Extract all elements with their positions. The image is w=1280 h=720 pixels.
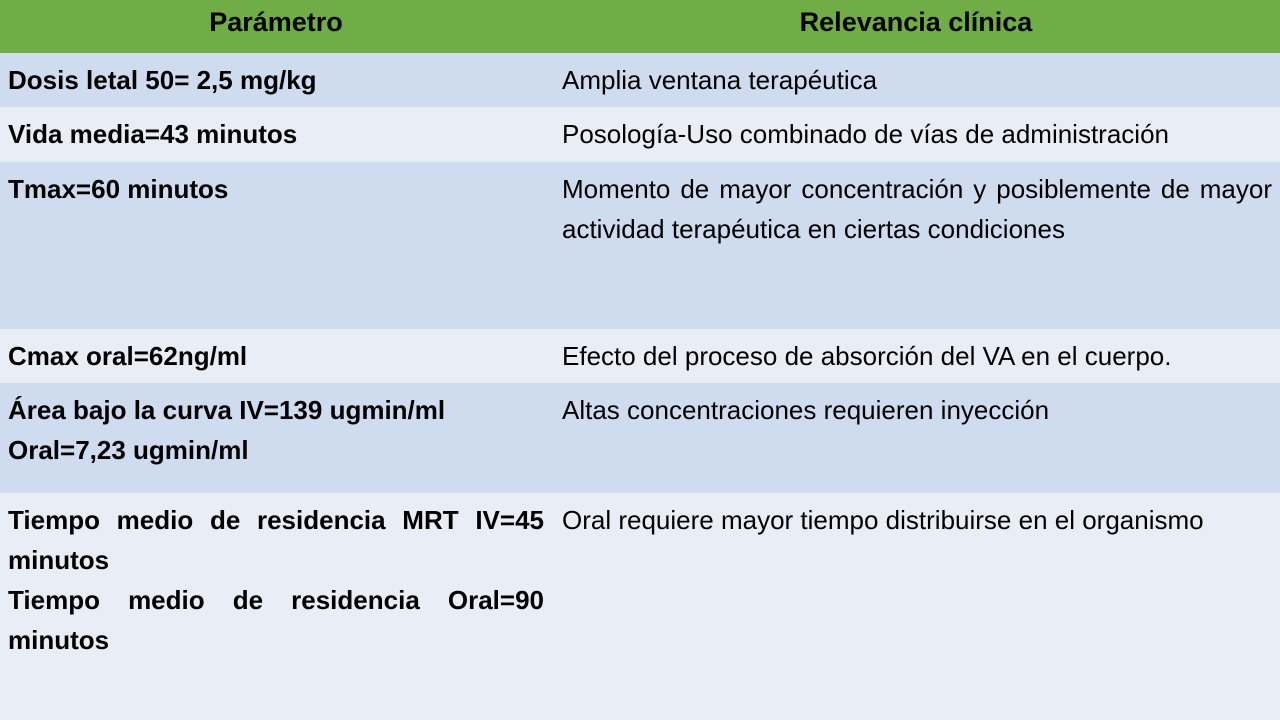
relevance-cell: Altas concentraciones requieren inyección	[562, 395, 1050, 425]
param-cell	[0, 53, 552, 107]
param-text: Tiempo medio de residencia Oral=90 minutos	[8, 585, 544, 655]
header-parametro: Parámetro	[209, 7, 343, 37]
table-row	[0, 329, 1280, 383]
table-header-row	[0, 0, 1280, 53]
param-text: Cmax oral=62ng/ml	[8, 341, 248, 371]
param-text: Tiempo medio de residencia MRT IV=45 minutos	[8, 505, 544, 575]
param-text: Tmax=60 minutos	[8, 174, 229, 204]
relevance-cell: Amplia ventana terapéutica	[562, 65, 878, 95]
param-cell	[0, 329, 552, 383]
param-cell	[0, 493, 552, 720]
table-row	[0, 53, 1280, 107]
param-text: Área bajo la curva IV=139 ugmin/ml	[8, 395, 446, 425]
param-cell	[0, 107, 552, 162]
relevance-cell: Oral requiere mayor tiempo distribuirse en el organismo	[562, 505, 1204, 535]
relevance-cell: Posología-Uso combinado de vías de administración	[562, 119, 1170, 149]
param-text: Oral=7,23 ugmin/ml	[8, 435, 249, 465]
relevance-cell: Momento de mayor concentración y posiblemente de mayor actividad terapéutica en ciertas condiciones	[562, 174, 1272, 244]
relevance-cell: Efecto del proceso de absorción del VA en el cuerpo.	[562, 341, 1172, 371]
table-row	[0, 162, 1280, 329]
param-cell	[0, 162, 552, 329]
param-text: Dosis letal 50= 2,5 mg/kg	[8, 65, 317, 95]
param-text: Vida media=43 minutos	[8, 119, 298, 149]
table-row	[0, 107, 1280, 162]
header-relevancia: Relevancia clínica	[799, 7, 1033, 37]
param-cell	[0, 383, 552, 493]
table-row	[0, 493, 1280, 720]
table-row	[0, 383, 1280, 493]
